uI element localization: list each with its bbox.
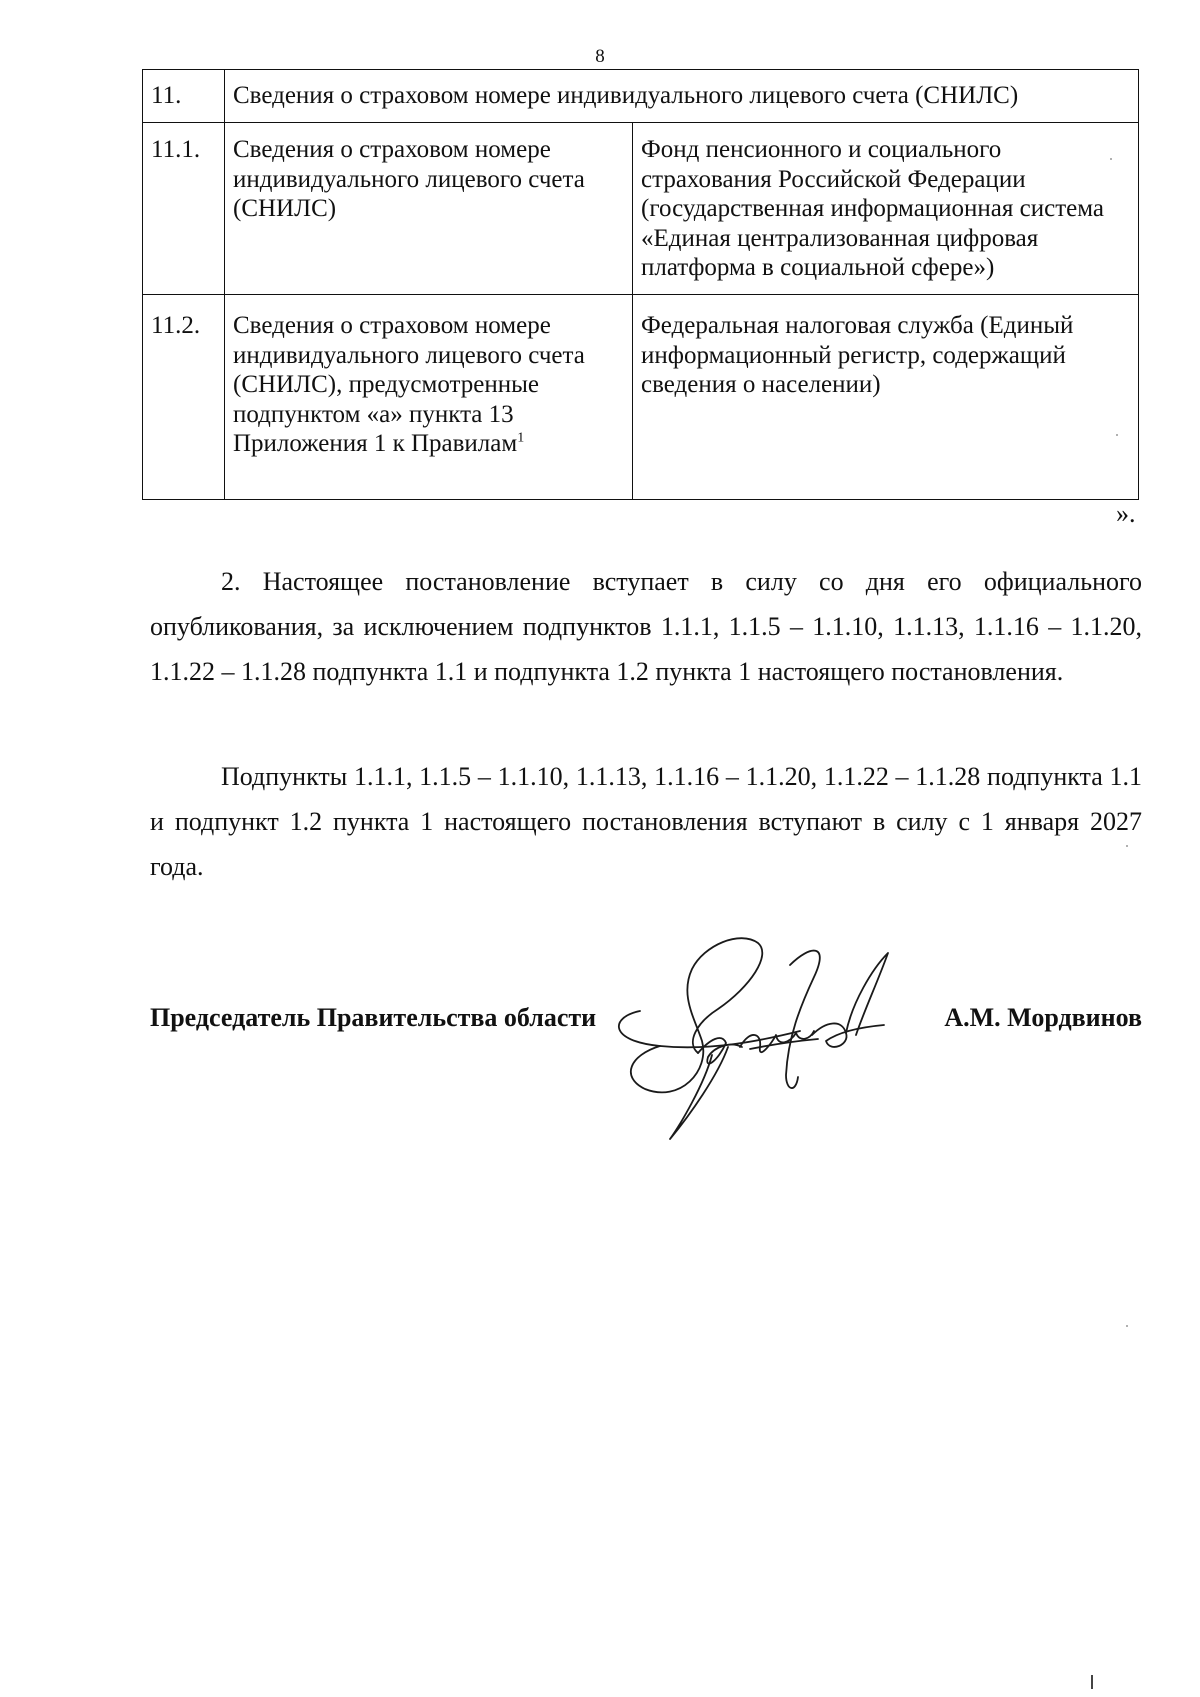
section-number: 11.	[143, 70, 225, 123]
row-info-cell	[225, 295, 633, 500]
row-number: 11.1.	[143, 123, 225, 295]
footnote-marker: 1	[517, 430, 525, 446]
row-info: Сведения о страховом номере индивидуального лицевого счета (СНИЛС)	[225, 123, 633, 295]
handwritten-signature	[600, 925, 940, 1140]
row-source: Фонд пенсионного и социального страхования Российской Федерации (государственная информационная система «Единая централизованная цифровая платформа в социальной сфере»)	[633, 123, 1139, 295]
scan-speck	[1126, 1325, 1128, 1327]
data-sources-table	[142, 69, 1139, 500]
row-number: 11.2.	[143, 295, 225, 500]
section-title: Сведения о страховом номере индивидуального лицевого счета (СНИЛС)	[225, 70, 1139, 123]
table-section-row	[143, 70, 1139, 123]
signer-name: А.М. Мордвинов	[944, 1003, 1142, 1032]
paragraph-effective-date: 2. Настоящее постановление вступает в силу со дня его официального опубликования, за исключением подпунктов 1.1.1, 1.1.5 – 1.1.10, 1.1.13, 1.1.16 – 1.1.20, 1.1.22 – 1.1.28 подпункта 1.1 и подпункта 1.2 пункта 1 настоящего постановления.	[150, 567, 1142, 686]
table-row	[143, 123, 1139, 295]
page-number: 8	[595, 46, 605, 67]
row-source: Федеральная налоговая служба (Единый информационный регистр, содержащий сведения о населении)	[633, 295, 1139, 500]
scan-speck	[1110, 158, 1112, 160]
table-row	[143, 295, 1139, 500]
paragraph-exceptions-date: Подпункты 1.1.1, 1.1.5 – 1.1.10, 1.1.13, 1.1.16 – 1.1.20, 1.1.22 – 1.1.28 подпункта 1.1 и подпункт 1.2 пункта 1 настоящего постановления вступают в силу с 1 января 2027 года.	[150, 762, 1142, 881]
closing-quote: ».	[1116, 499, 1136, 528]
scan-speck	[1126, 845, 1128, 847]
scan-edge-mark	[1091, 1675, 1093, 1689]
signer-position: Председатель Правительства области	[150, 1003, 597, 1032]
scan-speck	[1116, 434, 1118, 436]
row-info: Сведения о страховом номере индивидуального лицевого счета (СНИЛС), предусмотренные подпунктом «а» пункта 13 Приложения 1 к Правилам	[233, 312, 585, 457]
